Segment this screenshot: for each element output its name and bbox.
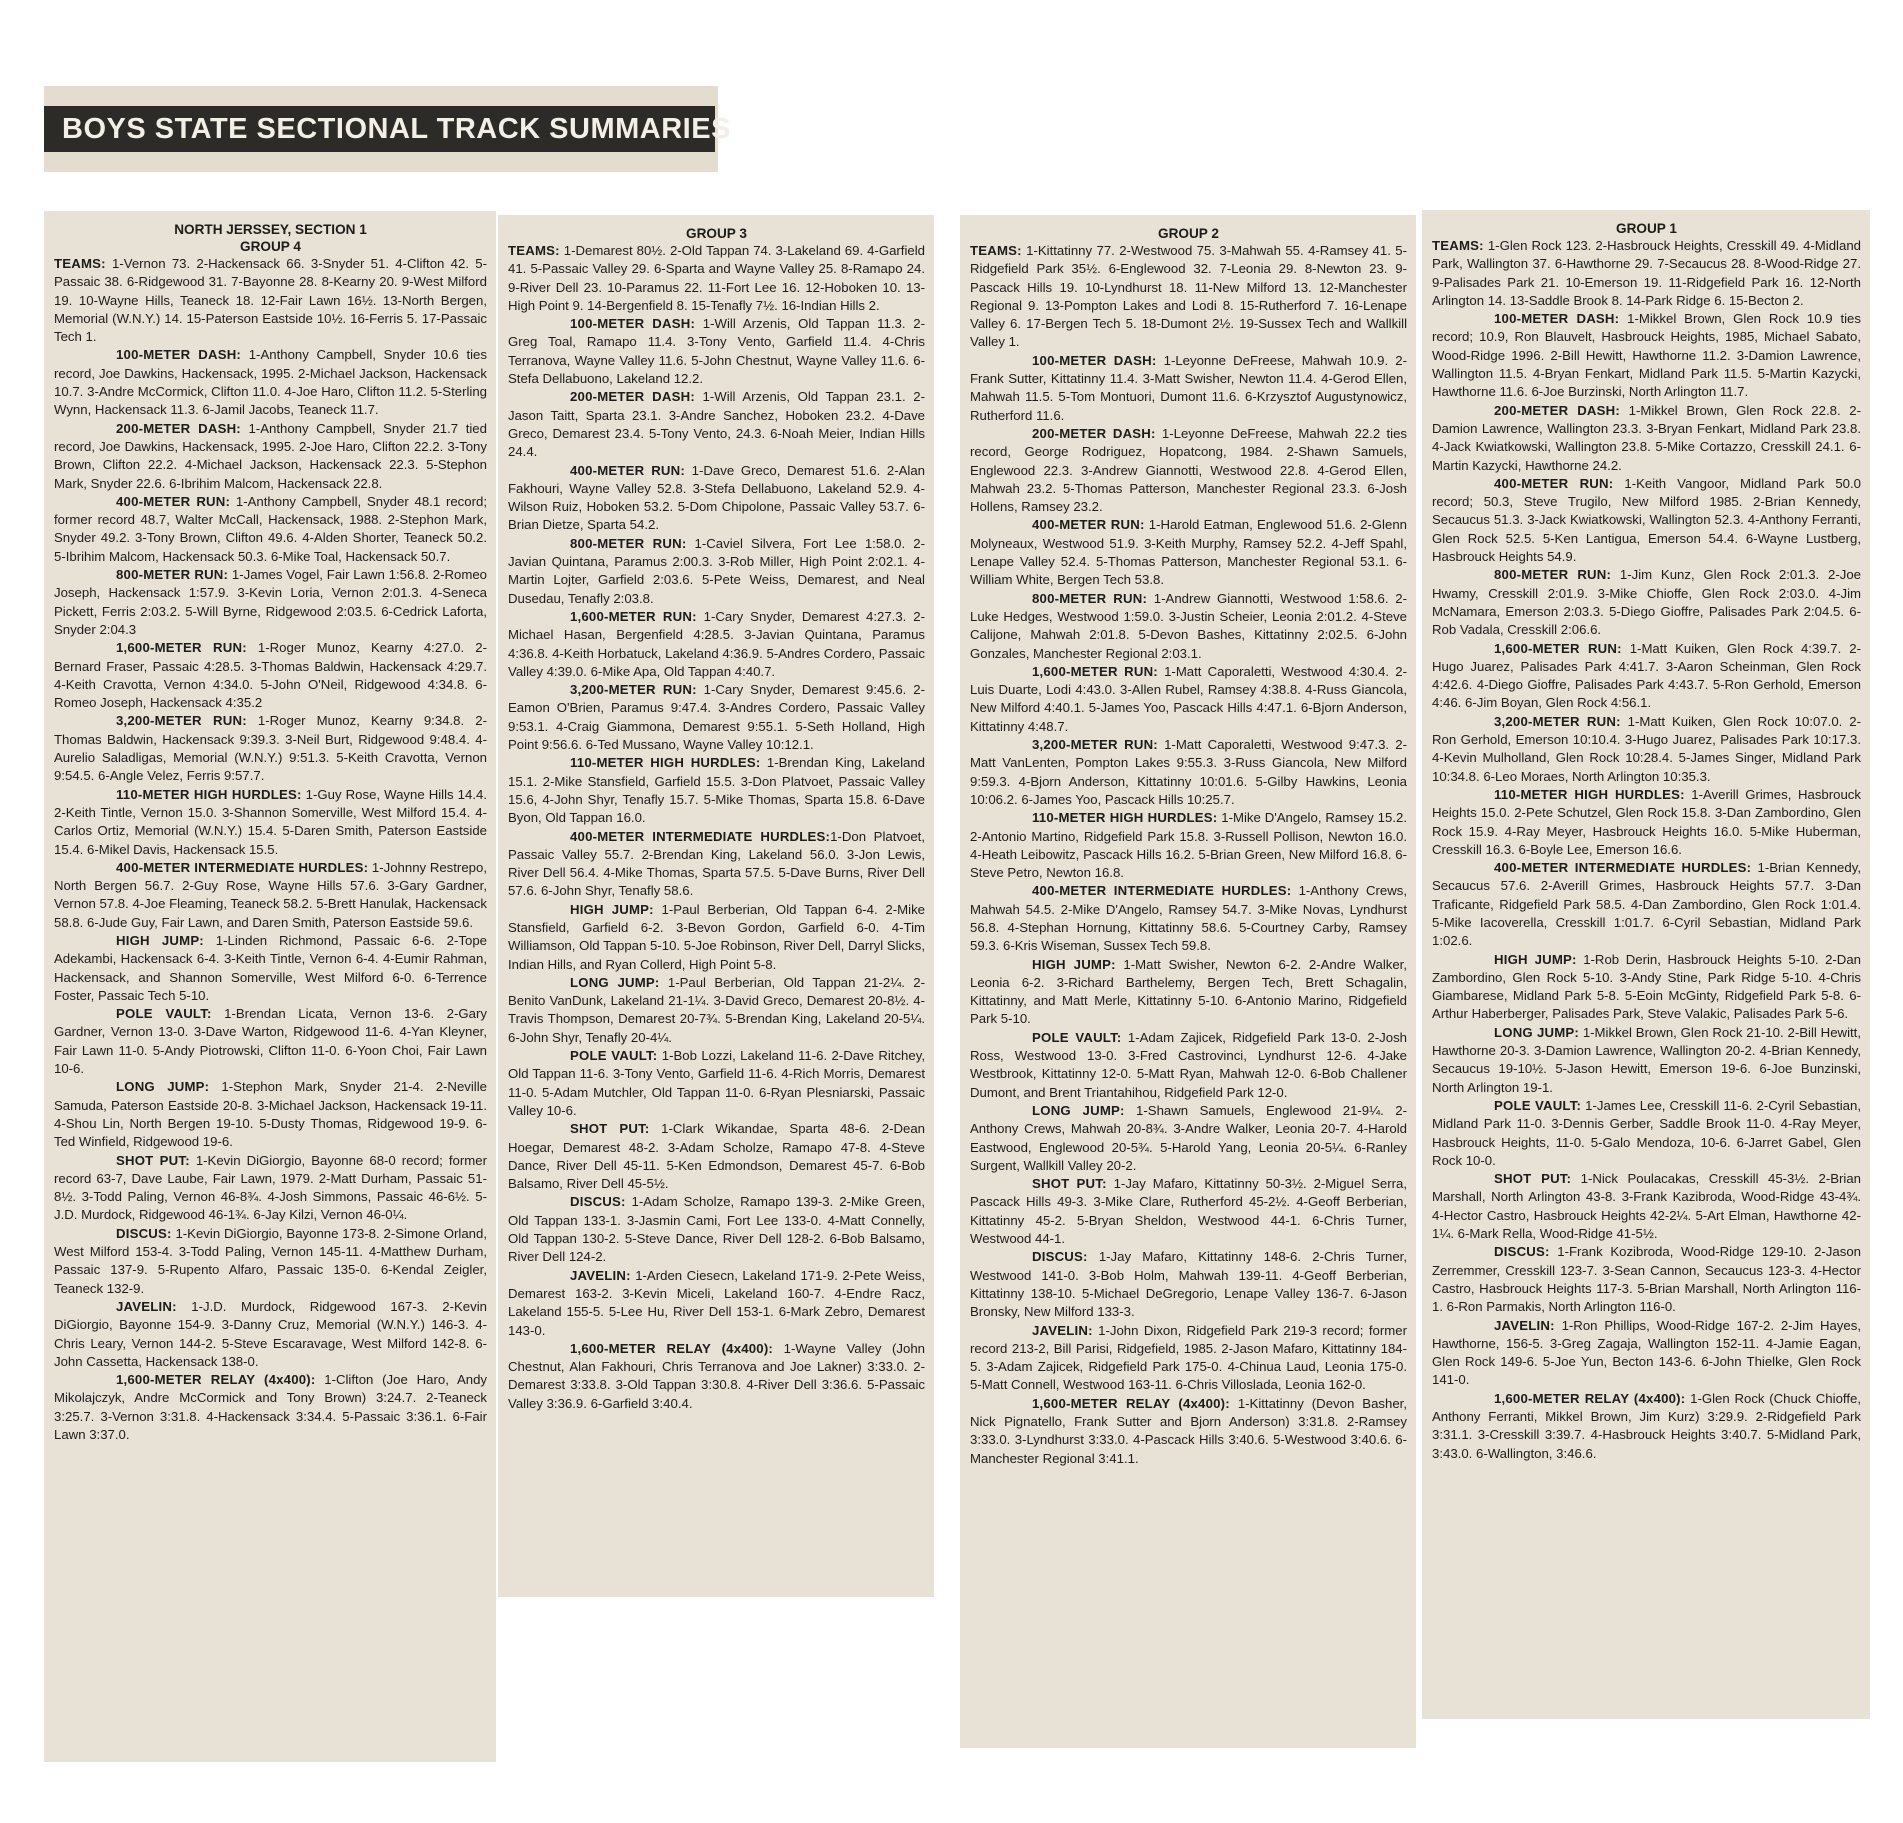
event-text: 1-Will Arzenis, Old Tappan 11.3. 2-Greg Toal, Ramapo 11.4. 3-Tony Vento, Garfield 11.4. 4-Chris Terranova, Wayne Valley 11.6. 5-John Chestnut, Wayne Valley 11.6. 6-Stefa Dellabuono, Lakeland 12.2.: [508, 316, 925, 387]
event-text: 1-Jay Mafaro, Kittatinny 148-6. 2-Chris Turner, Westwood 141-0. 3-Bob Holm, Mahwah 139-11. 4-Geoff Berberian, Kittatinny 138-10. 5-Michael DeGregorio, Lenape Valley 136-7. 6-Jason Bronsky, New Milford 133-3.: [970, 1249, 1407, 1320]
event-label: POLE VAULT:: [1494, 1097, 1582, 1113]
event-label: 400-METER INTERMEDIATE HURDLES:: [570, 828, 831, 844]
event-label: 3,200-METER RUN:: [1032, 737, 1158, 753]
event-text: 1-Arden Ciesecn, Lakeland 171-9. 2-Pete Weiss, Demarest 163-2. 3-Kevin Miceli, Lakeland 160-7. 4-Endre Racz, Lakeland 155-5. 5-Lee Hu, River Dell 153-1. 6-Mark Zebro, Demarest 143-0.: [508, 1267, 925, 1338]
event-result: [508, 462, 925, 535]
event-text: 1-Clifton (Joe Haro, Andy Mikolajczyk, Andre McCormick and Tony Brown) 3:24.7. 2-Teaneck 3:25.7. 3-Vernon 3:31.8. 4-Hackensack 3:34.4. 5-Passaic 3:36.1. 6-Fair Lawn 3:37.0.: [54, 1372, 487, 1442]
event-label: 800-METER RUN:: [1494, 567, 1612, 583]
event-text: 1-Kevin DiGiorgio, Bayonne 68-0 record; former record 63-7, Dave Laube, Fair Lawn, 1979. 2-Matt Durham, Passaic 51-8½. 3-Todd Paling, Vernon 46-8¾. 4-Josh Simmons, Passaic 46-6½. 5-J.D. Murdock, Ridgewood 46-1¾. 6-Jay Kilzi, Vernon 46-0¼.: [54, 1152, 487, 1223]
event-text: 1-Stephon Mark, Snyder 21-4. 2-Neville Samuda, Paterson Eastside 20-8. 3-Michael Jackson, Hackensack 19-11. 4-Shou Lin, North Bergen 19-10. 5-Dusty Thomas, Ridgewood 19-9. 6-Ted Winfield, Ridgewood 19-6.: [54, 1079, 487, 1150]
event-text: 1-Anthony Campbell, Snyder 10.6 ties record, Joe Dawkins, Hackensack, 1995. 2-Michael Jackson, Hackensack 10.7. 3-Andre McCormick, Clifton 11.0. 4-Joe Haro, Clifton 11.2. 5-Sterling Wynn, Hackensack 11.3. 6-Jamil Jacobs, Teaneck 11.7.: [54, 347, 487, 418]
event-result: [508, 754, 925, 827]
event-label: 1,600-METER RUN:: [1494, 640, 1622, 656]
event-result: [970, 352, 1407, 425]
event-text: 1-Averill Grimes, Hasbrouck Heights 15.0. 2-Pete Schutzel, Glen Rock 15.8. 3-Dan Zambordino, Glen Rock 15.9. 4-Ray Meyer, Hasbrouck Heights 16.0. 5-Mike Huberman, Cresskill 16.3. 6-Boyle Lee, Emerson 16.6.: [1432, 786, 1861, 857]
event-text: 1-Glen Rock (Chuck Chioffe, Anthony Ferranti, Mikkel Brown, Jim Kurz) 3:29.9. 2-Ridgefield Park 3:31.1. 3-Cresskill 3:39.7. 4-Hasbrouck Heights 3:40.7. 5-Midland Park, 3:43.0. 6-Wallington, 3:46.6.: [1432, 1390, 1861, 1461]
event-result: [1432, 713, 1861, 786]
event-label: 200-METER DASH:: [116, 420, 241, 436]
event-text: 1-Keith Vangoor, Midland Park 50.0 record; 50.3, Steve Trugilo, New Milford 1985. 2-Brian Kennedy, Secaucus 51.3. 3-Jack Kwiatkowski, Wallington 52.3. 4-Anthony Ferranti, Glen Rock 52.5. 5-Ken Lantigua, Emerson 54.4. 6-Wayne Lustberg, Hasbrouck Heights 54.9.: [1432, 475, 1861, 565]
teams-label: TEAMS:: [54, 256, 106, 271]
event-label: 1,600-METER RELAY (4x400):: [570, 1340, 774, 1356]
event-label: DISCUS:: [116, 1225, 172, 1241]
section-heading: NORTH JERSSEY, SECTION 1: [174, 222, 367, 237]
event-result: [508, 1340, 925, 1413]
event-result: [508, 901, 925, 974]
event-text: 1-Brendan Licata, Vernon 13-6. 2-Gary Gardner, Vernon 13-0. 3-Dave Warton, Ridgewood 11-6. 4-Yan Kleyner, Fair Lawn 11-0. 5-Andy Piotrowski, Clifton 11-0. 6-Yoon Choi, Fair Lawn 10-6.: [54, 1006, 487, 1077]
event-label: JAVELIN:: [1494, 1317, 1555, 1333]
event-label: 1,600-METER RUN:: [1032, 663, 1158, 679]
teams-paragraph: [54, 255, 487, 346]
event-text: 1-Cary Snyder, Demarest 9:45.6. 2-Eamon O'Brien, Paramus 9:47.4. 3-Andres Cordero, Passaic Valley 9:53.1. 4-Craig Giammona, Demarest 9:55.1. 5-Seth Holland, High Point 9:56.6. 6-Ted Mussano, Wayne Valley 10:12.1.: [508, 682, 926, 753]
teams-paragraph: [508, 242, 925, 315]
event-result: [508, 1120, 925, 1193]
event-label: 3,200-METER RUN:: [1494, 713, 1621, 729]
event-text: 1-Anthony Crews, Mahwah 54.5. 2-Mike D'Angelo, Ramsey 54.7. 3-Mike Novas, Lyndhurst 56.8. 4-Stephan Hornung, Kittatinny 58.6. 5-Courtney Carby, Ramsey 59.3. 6-Kris Wiseman, Sussex Tech 59.8.: [970, 883, 1407, 954]
event-result: [1432, 1243, 1861, 1316]
event-text: 1-Dave Greco, Demarest 51.6. 2-Alan Fakhouri, Wayne Valley 52.8. 3-Stefa Dellabuono, Lakeland 52.9. 4-Wilson Ruiz, Hoboken 53.2. 5-Dom Chipolone, Passaic Valley 53.7. 6-Brian Dietze, Sparta 54.2.: [508, 462, 925, 533]
event-label: HIGH JUMP:: [570, 901, 654, 917]
event-label: DISCUS:: [1494, 1244, 1550, 1260]
column-group3: [498, 215, 934, 1597]
event-result: [970, 590, 1407, 663]
event-label: SHOT PUT:: [116, 1152, 190, 1168]
event-text: 1-Matt Kuiken, Glen Rock 10:07.0. 2-Ron Gerhold, Emerson 10:10.4. 3-Hugo Juarez, Palisades Park 10:17.3. 4-Kevin Mulholland, Glen Rock 10:28.4. 5-James Singer, Midland Park 10:34.8. 6-Leo Moraes, North Arlington 10:35.3.: [1432, 713, 1862, 784]
event-label: 200-METER DASH:: [570, 389, 695, 405]
event-label: 400-METER INTERMEDIATE HURDLES:: [1032, 883, 1292, 899]
event-label: 100-METER DASH:: [570, 316, 696, 332]
event-result: [54, 786, 487, 859]
event-label: HIGH JUMP:: [116, 932, 204, 948]
event-result: [970, 1102, 1407, 1175]
event-label: 200-METER DASH:: [1494, 402, 1620, 418]
event-label: 1,600-METER RUN:: [116, 640, 247, 656]
event-label: DISCUS:: [1032, 1249, 1088, 1265]
event-text: 1-Don Platvoet, Passaic Valley 55.7. 2-Brendan King, Lakeland 56.0. 3-Jon Lewis, River Dell 56.4. 4-Mike Thomas, Sparta 57.5. 5-Dave Burns, River Dell 57.6. 6-John Shyr, Tenafly 58.6.: [508, 828, 925, 899]
column-section1-group4: [44, 211, 496, 1762]
group-heading: GROUP 4: [240, 239, 301, 254]
event-label: 400-METER RUN:: [1494, 475, 1614, 491]
event-text: 1-Matt Kuiken, Glen Rock 4:39.7. 2-Hugo Juarez, Palisades Park 4:41.7. 3-Aaron Scheinman, Glen Rock 4:42.6. 4-Diego Gioffre, Palisades Park 4:43.7. 5-Ron Gerhold, Emerson 4:46. 6-Jim Boyan, Glen Rock 4:56.1.: [1432, 640, 1861, 711]
event-text: 1-Kevin DiGiorgio, Bayonne 173-8. 2-Simone Orland, West Milford 153-4. 3-Todd Paling, Vernon 145-11. 4-Matthew Durham, Passaic 137-9. 5-Rupento Alfaro, Passaic 135-0. 6-Kendal Zeigler, Teaneck 132-9.: [54, 1225, 487, 1296]
event-text: 1-Caviel Silvera, Fort Lee 1:58.0. 2-Javian Quintana, Paramus 2:00.3. 3-Rob Miller, High Point 2:02.1. 4-Martin Lojter, Garfield 2:03.6. 5-Pete Weiss, Demarest, and Neal Dusedau, Tenafly 2:03.8.: [508, 535, 925, 606]
event-result: [54, 1005, 487, 1078]
event-label: 800-METER RUN:: [570, 535, 687, 551]
event-result: [508, 1047, 925, 1120]
event-result: [508, 1267, 925, 1340]
event-result: [970, 956, 1407, 1029]
event-label: LONG JUMP:: [1494, 1024, 1579, 1040]
event-label: HIGH JUMP:: [1494, 951, 1577, 967]
teams-label: TEAMS:: [1432, 238, 1484, 253]
event-text: 1-Paul Berberian, Old Tappan 6-4. 2-Mike Stansfield, Garfield 6-2. 3-Bevon Gordon, Garfield 6-0. 4-Tim Williamson, Old Tappan 5-10. 5-Joe Robinson, River Dell, Darryl Slicks, Indian Hills, and Ryan Collerd, High Point 5-8.: [508, 901, 925, 972]
event-result: [54, 639, 487, 712]
teams-text: 1-Kittatinny 77. 2-Westwood 75. 3-Mahwah 55. 4-Ramsey 41. 5-Ridgefield Park 35½. 6-Englewood 32. 7-Leonia 29. 8-Newton 23. 9-Pascack Hills 19. 10-Lyndhurst 18. 11-New Milford 13. 12-Manchester Regional 9. 13-Pompton Lakes and Lodi 8. 15-Rutherford 7. 16-Lenape Valley 6. 17-Bergen Tech 5. 18-Dumont 2½. 19-Sussex Tech and Wallkill Valley 1.: [970, 243, 1407, 350]
teams-paragraph: [970, 242, 1407, 352]
event-list: [54, 346, 487, 1444]
event-text: 1-James Lee, Cresskill 11-6. 2-Cyril Sebastian, Midland Park 11-0. 3-Dennis Gerber, Saddle Brook 11-0. 4-Ray Meyer, Hasbrouck Heights, 11-0. 5-Galo Mendoza, 10-6. 6-Jarret Gabel, Glen Rock 10-0.: [1432, 1097, 1861, 1168]
event-result: [508, 974, 925, 1047]
event-text: 1-Jay Mafaro, Kittatinny 50-3½. 2-Miguel Serra, Pascack Hills 49-3. 3-Mike Clare, Rutherford 45-2½. 4-Geoff Berberian, Kittatinny 45-2. 5-Bryan Sheldon, Westwood 44-1. 6-Chris Turner, Westwood 44-1.: [970, 1176, 1407, 1247]
masthead: [44, 86, 731, 172]
event-result: [54, 1298, 487, 1371]
column-group1: [1422, 210, 1870, 1719]
event-label: POLE VAULT:: [570, 1048, 658, 1064]
event-label: POLE VAULT:: [1032, 1029, 1122, 1045]
event-text: 1-Matt Swisher, Newton 6-2. 2-Andre Walker, Leonia 6-2. 3-Richard Barthelemy, Bergen Tech, Brett Schagalin, Kittatinny, and Matt Merle, Kittatinny 5-10. 6-Antonio Marino, Ridgefield Park 5-10.: [970, 956, 1407, 1027]
event-text: 1-Wayne Valley (John Chestnut, Alan Fakhouri, Chris Terranova and Joe Lakner) 3:33.0. 2-Demarest 3:33.8. 3-Old Tappan 3:30.8. 4-River Dell 3:36.6. 5-Passaic Valley 3:36.9. 6-Garfield 3:40.4.: [508, 1340, 926, 1411]
event-result: [508, 681, 925, 754]
teams-text: 1-Glen Rock 123. 2-Hasbrouck Heights, Cresskill 49. 4-Midland Park, Wallington 37. 6-Hawthorne 29. 7-Secaucus 28. 8-Wood-Ridge 27. 9-Palisades Park 21. 10-Emerson 19. 11-Ridgefield Park 16. 12-North Arlington 14. 13-Saddle Brook 8. 14-Park Ridge 6. 15-Becton 2.: [1432, 238, 1861, 308]
event-text: 1-Mikkel Brown, Glen Rock 21-10. 2-Bill Hewitt, Hawthorne 20-3. 3-Damion Lawrence, Wallington 20-2. 4-Brian Kennedy, Secaucus 19-10½. 5-Jason Hewitt, Emerson 19-6. 6-Joe Bunzinski, North Arlington 19-1.: [1432, 1024, 1861, 1095]
event-result: [970, 809, 1407, 882]
event-label: SHOT PUT:: [1494, 1171, 1572, 1187]
event-text: 1-Brian Kennedy, Secaucus 57.6. 2-Averill Grimes, Hasbrouck Heights 57.7. 3-Dan Traficante, Ridgefield Park 58.5. 4-Dan Zambordino, Glen Rock 1:01.4. 5-Mike Iacoverella, Cresskill 1:01.7. 6-Cyril Sebastian, Midland Park 1:02.6.: [1432, 860, 1861, 949]
event-text: 1-Andrew Giannotti, Westwood 1:58.6. 2-Luke Hedges, Westwood 1:59.0. 3-Justin Scheier, Leonia 2:01.2. 4-Steve Calijone, Mahwah 2:01.8. 5-Devon Bashes, Kittatinny 2:02.5. 6-John Gonzales, Manchester Regional 2:03.1.: [970, 590, 1408, 661]
event-text: 1-Frank Kozibroda, Wood-Ridge 129-10. 2-Jason Zerremmer, Cresskill 123-7. 3-Sean Cannon, Secaucus 123-3. 4-Hector Castro, Hasbrouck Heights 117-3. 5-Brian Marshall, North Arlington 116-1. 6-Ron Parmakis, North Arlington 116-0.: [1432, 1244, 1861, 1315]
event-label: 400-METER INTERMEDIATE HURDLES:: [116, 859, 369, 875]
event-text: 1-Paul Berberian, Old Tappan 21-2¼. 2-Benito VanDunk, Lakeland 21-1¼. 3-David Greco, Demarest 20-8½. 4-Travis Thompson, Demarest 20-7¾. 5-Brendan King, Lakeland 20-5¼. 6-John Shyr, Tenafly 20-4¼.: [508, 974, 925, 1045]
event-result: [970, 1395, 1407, 1468]
event-label: SHOT PUT:: [570, 1121, 650, 1137]
event-label: 1,600-METER RELAY (4x400):: [1032, 1395, 1230, 1411]
event-result: [1432, 1390, 1861, 1463]
event-text: 1-J.D. Murdock, Ridgewood 167-3. 2-Kevin DiGiorgio, Bayonne 154-9. 3-Danny Cruz, Memorial (W.N.Y.) 146-3. 4-Chris Leary, Vernon 144-2. 5-Steve Escaravage, West Milford 142-8. 6-John Cassetta, Hackensack 138-0.: [54, 1298, 487, 1369]
banner-title: BOYS STATE SECTIONAL TRACK SUMMARIES: [44, 106, 715, 152]
event-result: [1432, 951, 1861, 1024]
event-result: [970, 516, 1407, 589]
event-label: JAVELIN:: [570, 1267, 631, 1283]
column-group2: [960, 215, 1416, 1748]
event-label: 3,200-METER RUN:: [570, 682, 697, 698]
event-text: 1-James Vogel, Fair Lawn 1:56.8. 2-Romeo Joseph, Hackensack 1:57.9. 3-Kevin Loria, Vernon 2:01.3. 4-Seneca Pickett, Ferris 2:03.2. 5-Will Byrne, Ridgewood 2:03.5. 6-Cedrick Laforta, Snyder 2:04.3: [54, 567, 487, 637]
teams-text: 1-Vernon 73. 2-Hackensack 66. 3-Snyder 51. 4-Clifton 42. 5-Passaic 38. 6-Ridgewood 31. 7-Bayonne 28. 8-Kearny 20. 9-West Milford 19. 10-Wayne Hills, Teaneck 18. 12-Fair Lawn 16½. 13-North Bergen, Memorial (W.N.Y.) 14. 15-Paterson Eastside 10½. 16-Ferris 5. 17-Passaic Tech 1.: [54, 256, 487, 345]
event-result: [508, 315, 925, 388]
event-text: 1-Leyonne DeFreese, Mahwah 22.2 ties record, George Rodriguez, Hopatcong, 1984. 2-Shawn Samuels, Englewood 22.3. 3-Andrew Giannotti, Westwood 22.8. 4-Gerod Ellen, Mahwah 23.2. 5-Thomas Patterson, Manchester Regional 23.3. 6-Josh Hollens, Ramsey 23.2.: [970, 425, 1407, 515]
event-result: [970, 882, 1407, 955]
event-text: 1-Clark Wikandae, Sparta 48-6. 2-Dean Hoegar, Demarest 48-2. 3-Adam Scholze, Ramapo 47-8. 4-Steve Dance, River Dell 45-11. 5-Ken Edmondson, Demarest 45-7. 6-Bob Balsamo, River Dell 45-5½.: [508, 1121, 925, 1192]
event-result: [508, 828, 925, 901]
teams-label: TEAMS:: [970, 243, 1022, 258]
event-result: [1432, 475, 1861, 566]
event-label: 400-METER RUN:: [1032, 517, 1145, 533]
event-label: LONG JUMP:: [570, 974, 660, 990]
event-label: JAVELIN:: [116, 1298, 177, 1314]
event-text: 1-Roger Munoz, Kearny 4:27.0. 2-Bernard Fraser, Passaic 4:28.5. 3-Thomas Baldwin, Hackensack 4:29.7. 4-Keith Cravotta, Vernon 4:34.0. 5-John O'Neil, Ridgewood 4:34.8. 6-Romeo Joseph, Hackensack 4:35.2: [54, 640, 487, 711]
event-label: 800-METER RUN:: [1032, 590, 1148, 606]
event-label: 110-METER HIGH HURDLES:: [1494, 786, 1685, 802]
event-label: 110-METER HIGH HURDLES:: [1032, 810, 1218, 826]
teams-paragraph: [1432, 237, 1861, 310]
event-label: 110-METER HIGH HURDLES:: [570, 755, 761, 771]
event-result: [54, 1371, 487, 1444]
event-text: 1-Harold Eatman, Englewood 51.6. 2-Glenn Molyneaux, Westwood 51.9. 3-Keith Murphy, Ramsey 52.2. 4-Jeff Spahl, Lenape Valley 52.4. 5-Thomas Patterson, Manchester Regional 53.1. 6-William White, Bergen Tech 53.8.: [970, 517, 1407, 588]
event-result: [1432, 859, 1861, 950]
teams-label: TEAMS:: [508, 243, 560, 258]
event-result: [970, 1029, 1407, 1102]
event-text: 1-Ron Phillips, Wood-Ridge 167-2. 2-Jim Hayes, Hawthorne, 156-5. 3-Greg Zagaja, Wallington 152-11. 4-Jamie Eagan, Glen Rock 149-6. 5-Joe Yun, Becton 143-6. 6-John Thielke, Glen Rock 141-0.: [1432, 1317, 1861, 1388]
event-result: [1432, 1317, 1861, 1390]
event-text: 1-Matt Caporaletti, Westwood 4:30.4. 2-Luis Duarte, Lodi 4:43.0. 3-Allen Rubel, Ramsey 4:38.8. 4-Russ Giancola, New Milford 4:40.1. 5-James Yoo, Pascack Hills 4:47.1. 6-Bjorn Anderson, Kittatinny 4:48.7.: [970, 663, 1408, 734]
event-label: LONG JUMP:: [116, 1079, 210, 1095]
event-label: 400-METER RUN:: [570, 462, 685, 478]
group-heading: GROUP 3: [686, 226, 747, 241]
event-label: HIGH JUMP:: [1032, 956, 1116, 972]
event-result: [1432, 640, 1861, 713]
group-heading: GROUP 1: [1616, 221, 1677, 236]
event-list: [508, 315, 925, 1413]
event-result: [970, 1175, 1407, 1248]
event-label: JAVELIN:: [1032, 1322, 1093, 1338]
event-text: 1-Nick Poulacakas, Cresskill 45-3½. 2-Brian Marshall, North Arlington 43-8. 3-Frank Kazibroda, Wood-Ridge 43-4¾. 4-Hector Castro, Hasbrouck Heights 42-2¼. 5-Art Elman, Hawthorne 42-1¼. 6-Mark Rella, Wood-Ridge 41-5½.: [1432, 1171, 1861, 1242]
event-result: [54, 420, 487, 493]
event-result: [970, 1248, 1407, 1321]
event-label: 1,600-METER RELAY (4x400):: [116, 1372, 316, 1388]
event-result: [54, 712, 487, 785]
event-result: [1432, 310, 1861, 401]
event-text: 1-Guy Rose, Wayne Hills 14.4. 2-Keith Tintle, Vernon 15.0. 3-Shannon Somerville, West Milford 15.4. 4-Carlos Ortiz, Memorial (W.N.Y.) 15.4. 5-Daren Smith, Paterson Eastside 15.4. 6-Mikel Davis, Hackensack 15.5.: [54, 786, 487, 857]
event-label: 200-METER DASH:: [1032, 425, 1156, 441]
event-result: [54, 1152, 487, 1225]
event-result: [508, 535, 925, 608]
event-label: 400-METER INTERMEDIATE HURDLES:: [1494, 860, 1752, 876]
event-text: 1-Anthony Campbell, Snyder 48.1 record; former record 48.7, Walter McCall, Hackensack, 1988. 2-Stephon Mark, Snyder 49.2. 3-Tony Brown, Clifton 49.6. 4-Alden Shorter, Teaneck 50.2. 5-Ibrihim Malcom, Hackensack 50.3. 6-Mike Toal, Hackensack 50.7.: [54, 493, 487, 564]
event-text: 1-Johnny Restrepo, North Bergen 56.7. 2-Guy Rose, Wayne Hills 57.6. 3-Gary Gardner, Vernon 57.8. 4-Joe Fleaming, Teaneck 58.2. 5-Brett Hanulak, Hackensack 58.8. 6-Jude Guy, Fair Lawn, and Daren Smith, Paterson Eastside 59.6.: [54, 859, 487, 930]
event-text: 1-Brendan King, Lakeland 15.1. 2-Mike Stansfield, Garfield 15.5. 3-Don Platvoet, Passaic Valley 15.6, 4-John Shyr, Tenafly 15.7. 5-Mike Thomas, Sparta 15.8. 6-Dave Byon, Old Tappan 16.0.: [508, 755, 925, 826]
event-result: [54, 566, 487, 639]
event-result: [970, 1322, 1407, 1395]
event-label: 1,600-METER RUN:: [570, 608, 697, 624]
event-text: 1-John Dixon, Ridgefield Park 219-3 record; former record 213-2, Bill Parisi, Ridgefield, 1985. 2-Jason Mafaro, Kittatinny 184-5. 3-Adam Zajicek, Ridgefield Park 175-0. 4-Chinua Laud, Leonia 175-0. 5-Matt Connell, Westwood 163-11. 6-Chris Villoslada, Leonia 162-0.: [970, 1322, 1407, 1393]
event-text: 1-Jim Kunz, Glen Rock 2:01.3. 2-Joe Hwamy, Cresskill 2:01.9. 3-Mike Chioffe, Glen Rock 2:03.0. 4-Jim McNamara, Emerson 2:03.3. 5-Diego Gioffre, Palisades Park 2:04.5. 6-Rob Vadala, Cresskill 2:06.6.: [1432, 567, 1861, 638]
event-text: 1-Rob Derin, Hasbrouck Heights 5-10. 2-Dan Zambordino, Glen Rock 5-10. 3-Andy Stine, Park Ridge 5-10. 4-Chris Giambarese, Midland Park 5-8. 5-Eoin McGinty, Ridgefield Park 5-8. 6-Arthur Haberberger, Palisades Park, Steve Valakic, Palisades Park 5-6.: [1432, 951, 1861, 1022]
event-text: 1-Anthony Campbell, Snyder 21.7 tied record, Joe Dawkins, Hackensack, 1995. 2-Joe Haro, Clifton 22.2. 3-Tony Brown, Clifton 22.2. 4-Michael Jackson, Hackensack 22.3. 5-Stephon Mark, Snyder 22.6. 6-Ibrihim Malcom, Hackensack 22.8.: [54, 420, 487, 491]
event-text: 1-Adam Zajicek, Ridgefield Park 13-0. 2-Josh Ross, Westwood 13-0. 3-Fred Castrovinci, Lyndhurst 12-6. 4-Jake Westbrook, Kittatinny 12-0. 5-Matt Ryan, Mahwah 12-0. 6-Bob Challener Dumont, and Brent Triantahihou, Ridgefield Park 12-0.: [970, 1029, 1407, 1100]
event-result: [1432, 402, 1861, 475]
event-label: 100-METER DASH:: [1032, 352, 1157, 368]
event-label: 3,200-METER RUN:: [116, 713, 247, 729]
event-label: 1,600-METER RELAY (4x400):: [1494, 1390, 1686, 1406]
event-text: 1-Matt Caporaletti, Westwood 9:47.3. 2-Matt VanLenten, Pompton Lakes 9:55.3. 3-Russ Giancola, New Milford 9:59.3. 4-Bjorn Anderson, Kittatinny 10:01.6. 5-Gilby Hawkins, Leonia 10:06.2. 6-James Yoo, Pascack Hills 10:25.7.: [970, 737, 1408, 807]
teams-text: 1-Demarest 80½. 2-Old Tappan 74. 3-Lakeland 69. 4-Garfield 41. 5-Passaic Valley 29. 6-Sparta and Wayne Valley 25. 8-Ramapo 24. 9-River Dell 23. 10-Paramus 22. 11-Fort Lee 16. 12-Hoboken 10. 13-High Point 9. 14-Bergenfield 8. 15-Tenafly 7½. 16-Indian Hills 2.: [508, 243, 925, 313]
event-list: [970, 352, 1407, 1468]
event-result: [54, 346, 487, 419]
event-result: [508, 608, 925, 681]
event-result: [54, 1225, 487, 1298]
event-result: [54, 859, 487, 932]
event-label: 100-METER DASH:: [116, 347, 242, 363]
group-heading: GROUP 2: [1158, 226, 1219, 241]
event-result: [54, 493, 487, 566]
event-text: 1-Cary Snyder, Demarest 4:27.3. 2-Michael Hasan, Bergenfield 4:28.5. 3-Javian Quintana, Paramus 4:36.8. 4-Keith Horbatuck, Lakeland 4:36.9. 5-Andres Cordero, Passaic Valley 4:39.0. 6-Mike Apa, Old Tappan 4:40.7.: [508, 608, 926, 679]
event-label: LONG JUMP:: [1032, 1102, 1125, 1118]
event-text: 1-Adam Scholze, Ramapo 139-3. 2-Mike Green, Old Tappan 133-1. 3-Jasmin Cami, Fort Lee 133-0. 4-Matt Connelly, Old Tappan 130-2. 5-Steve Dance, River Dell 128-2. 6-Bob Balsamo, River Dell 124-2.: [508, 1194, 925, 1265]
event-label: 100-METER DASH:: [1494, 311, 1620, 327]
event-text: 1-Leyonne DeFreese, Mahwah 10.9. 2-Frank Sutter, Kittatinny 11.4. 3-Matt Swisher, Newton 11.4. 4-Gerod Ellen, Mahwah 11.5. 5-Tom Montuori, Dumont 11.6. 6-Krzysztof Augustynowicz, Rutherford 11.6.: [970, 352, 1407, 423]
event-label: 400-METER RUN:: [116, 493, 231, 509]
event-result: [508, 388, 925, 461]
event-text: 1-Will Arzenis, Old Tappan 23.1. 2-Jason Taitt, Sparta 23.1. 3-Andre Sanchez, Hoboken 23.2. 4-Dave Greco, Demarest 23.4. 5-Tony Vento, 24.3. 6-Noah Meier, Indian Hills 24.4.: [508, 389, 925, 460]
event-result: [1432, 1024, 1861, 1097]
event-result: [1432, 1170, 1861, 1243]
event-result: [970, 425, 1407, 516]
event-text: 1-Bob Lozzi, Lakeland 11-6. 2-Dave Ritchey, Old Tappan 11-6. 3-Tony Vento, Garfield 11-6. 4-Rich Morris, Demarest 11-0. 5-Adam Mutchler, Old Tappan 11-0. 6-Ryan Plesniarski, Passaic Valley 10-6.: [508, 1048, 925, 1118]
event-text: 1-Mike D'Angelo, Ramsey 15.2. 2-Antonio Martino, Ridgefield Park 15.8. 3-Russell Pollison, Newton 16.0. 4-Heath Leibowitz, Pascack Hills 16.2. 5-Brian Green, New Milford 16.8. 6-Steve Petro, Newton 16.8.: [970, 810, 1407, 881]
event-label: 110-METER HIGH HURDLES:: [116, 786, 302, 802]
event-result: [54, 932, 487, 1005]
event-text: 1-Mikkel Brown, Glen Rock 10.9 ties record; 10.9, Ron Blauvelt, Hasbrouck Heights, 1985, Michael Sabato, Wood-Ridge 1996. 2-Bill Hewitt, Hawthorne 11.2. 3-Damion Lawrence, Wallington 11.5. 4-Bryan Fenkart, Midland Park 11.5. 5-Martin Kazycki, Hawthorne 11.6. 6-Joe Burzinski, North Arlington 11.7.: [1432, 311, 1861, 400]
event-result: [54, 1078, 487, 1151]
event-result: [508, 1193, 925, 1266]
event-list: [1432, 310, 1861, 1463]
event-label: DISCUS:: [570, 1194, 626, 1210]
event-result: [1432, 786, 1861, 859]
event-text: 1-Mikkel Brown, Glen Rock 22.8. 2-Damion Lawrence, Wallington 23.3. 3-Bryan Fenkart, Midland Park 23.8. 4-Jack Kwiatkowski, Wallington 23.8. 5-Mike Cortazzo, Cresskill 24.1. 6-Martin Kazycki, Hawthorne 24.2.: [1432, 402, 1861, 473]
event-result: [1432, 1097, 1861, 1170]
event-label: POLE VAULT:: [116, 1006, 212, 1022]
event-text: 1-Linden Richmond, Passaic 6-6. 2-Tope Adekambi, Hackensack 6-4. 3-Keith Tintle, Vernon 6-4. 4-Eumir Rahman, Hackensack, and Shannon Somerville, West Milford 6-0. 6-Terrence Foster, Passaic Tech 5-10.: [54, 932, 487, 1003]
event-text: 1-Shawn Samuels, Englewood 21-9¼. 2-Anthony Crews, Mahwah 20-8¾. 3-Andre Walker, Leonia 20-7. 4-Harold Eastwood, Englewood 20-5¾. 5-Harold Yang, Leonia 20-5¼. 6-Ranley Surgent, Wallkill Valley 20-2.: [970, 1102, 1407, 1173]
event-text: 1-Kittatinny (Devon Basher, Nick Pignatello, Frank Sutter and Bjorn Anderson) 3:31.8. 2-Ramsey 3:33.0. 3-Lyndhurst 3:33.0. 4-Pascack Hills 3:40.6. 5-Westwood 3:40.6. 6-Manchester Regional 3:41.1.: [970, 1395, 1407, 1466]
event-label: 800-METER RUN:: [116, 567, 229, 583]
event-result: [970, 663, 1407, 736]
event-text: 1-Roger Munoz, Kearny 9:34.8. 2-Thomas Baldwin, Hackensack 9:39.3. 3-Neil Burt, Ridgewood 9:48.4. 4-Aurelio Saladligas, Memorial (W.N.Y.) 9:51.3. 5-Keith Cravotta, Vernon 9:54.5. 6-Angle Velez, Ferris 9:57.7.: [54, 713, 487, 784]
event-result: [1432, 566, 1861, 639]
event-result: [970, 736, 1407, 809]
event-label: SHOT PUT:: [1032, 1176, 1107, 1192]
